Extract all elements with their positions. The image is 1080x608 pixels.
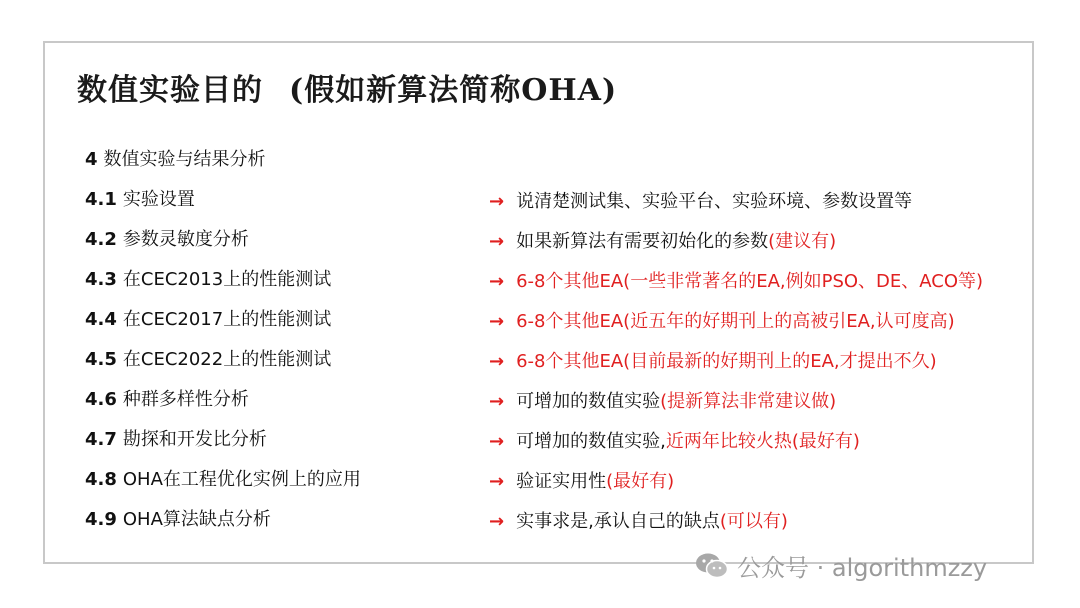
- section-heading: [85, 428, 267, 452]
- outline-row: [85, 388, 1030, 428]
- section-number: 4.8: [85, 469, 117, 490]
- outline-row: [85, 228, 1030, 268]
- section-heading: [85, 268, 331, 292]
- note-segment: (可以有): [719, 511, 788, 532]
- note-segment: 6-8个其他EA(近五年的好期刊上的高被引EA,认可度高): [516, 311, 955, 332]
- section-number: 4.9: [85, 509, 117, 530]
- section-note: [489, 350, 937, 374]
- outline-row: [85, 348, 1030, 388]
- arrow-right-icon: →: [489, 391, 505, 412]
- arrow-right-icon: →: [489, 231, 505, 252]
- section-number: 4: [85, 149, 98, 170]
- note-segment: 验证实用性: [516, 471, 607, 492]
- outline-row: [85, 268, 1030, 308]
- arrow-right-icon: →: [489, 271, 505, 292]
- section-heading: [85, 308, 331, 332]
- section-number: 4.4: [85, 309, 117, 330]
- outline-list: [85, 148, 1030, 548]
- section-label: 在CEC2013上的性能测试: [122, 269, 332, 290]
- section-note: [489, 470, 674, 494]
- arrow-right-icon: →: [489, 431, 505, 452]
- section-note: [489, 390, 836, 414]
- outline-row: [85, 148, 1030, 188]
- arrow-right-icon: →: [489, 471, 505, 492]
- section-note: [489, 510, 788, 534]
- arrow-right-icon: →: [489, 351, 505, 372]
- arrow-right-icon: →: [489, 191, 505, 212]
- section-note: [489, 190, 912, 214]
- outline-row: [85, 308, 1030, 348]
- slide-frame: [43, 41, 1034, 564]
- section-heading: [85, 148, 266, 172]
- note-segment: (建议有): [768, 231, 837, 252]
- title-main: 数值实验目的: [77, 73, 263, 108]
- section-number: 4.3: [85, 269, 117, 290]
- section-number: 4.1: [85, 189, 117, 210]
- section-number: 4.7: [85, 429, 117, 450]
- outline-row: [85, 188, 1030, 228]
- section-label: 种群多样性分析: [122, 389, 249, 410]
- watermark-text: 公众号 · algorithmzzy: [737, 554, 988, 582]
- wechat-icon: [695, 552, 729, 580]
- section-label: 在CEC2022上的性能测试: [122, 349, 332, 370]
- note-segment: 说清楚测试集、实验平台、实验环境、参数设置等: [516, 191, 913, 212]
- note-segment: 如果新算法有需要初始化的参数: [516, 231, 769, 252]
- note-segment: 可增加的数值实验,: [516, 431, 666, 452]
- section-note: [489, 270, 983, 294]
- section-label: 实验设置: [122, 189, 195, 210]
- section-number: 4.2: [85, 229, 117, 250]
- title-sub: (假如新算法简称OHA): [289, 73, 618, 108]
- section-label: OHA算法缺点分析: [122, 509, 271, 530]
- note-segment: 实事求是,承认自己的缺点: [516, 511, 720, 532]
- section-number: 4.5: [85, 349, 117, 370]
- section-note: [489, 310, 955, 334]
- section-heading: [85, 188, 195, 212]
- section-label: 参数灵敏度分析: [122, 229, 249, 250]
- section-note: [489, 430, 860, 454]
- section-label: OHA在工程优化实例上的应用: [122, 469, 361, 490]
- section-number: 4.6: [85, 389, 117, 410]
- note-segment: 6-8个其他EA(目前最新的好期刊上的EA,才提出不久): [516, 351, 937, 372]
- section-note: [489, 230, 836, 254]
- section-label: 在CEC2017上的性能测试: [122, 309, 332, 330]
- outline-row: [85, 508, 1030, 548]
- section-label: 数值实验与结果分析: [103, 149, 266, 170]
- section-heading: [85, 348, 331, 372]
- outline-row: [85, 468, 1030, 508]
- arrow-right-icon: →: [489, 511, 505, 532]
- note-segment: (最好有): [606, 471, 675, 492]
- arrow-right-icon: →: [489, 311, 505, 332]
- section-label: 勘探和开发比分析: [122, 429, 267, 450]
- note-segment: 6-8个其他EA(一些非常著名的EA,例如PSO、DE、ACO等): [516, 271, 984, 292]
- section-heading: [85, 508, 271, 532]
- watermark: [695, 548, 987, 583]
- slide-title: [77, 65, 617, 109]
- note-segment: (提新算法非常建议做): [660, 391, 837, 412]
- outline-row: [85, 428, 1030, 468]
- note-segment: 近两年比较火热(最好有): [665, 431, 860, 452]
- note-segment: 可增加的数值实验: [516, 391, 661, 412]
- section-heading: [85, 228, 249, 252]
- section-heading: [85, 468, 361, 492]
- section-heading: [85, 388, 249, 412]
